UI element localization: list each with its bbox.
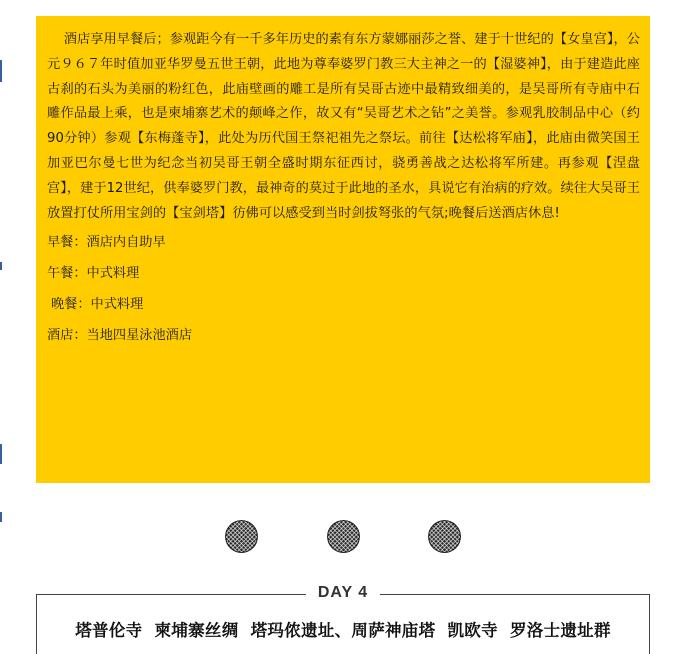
patterned-dot-icon <box>327 520 360 553</box>
day-header <box>36 582 650 606</box>
lunch-line: 午餐：中式料理 <box>47 266 140 282</box>
day-sites-title: 塔普伦寺 柬埔寨丝绸 塔玛侬遗址、周萨神庙塔 凯欧寺 罗洛士遗址群 <box>75 621 611 640</box>
itinerary-panel <box>36 16 650 483</box>
patterned-dot-icon <box>225 520 258 553</box>
breakfast-line: 早餐：酒店内自助早 <box>47 235 166 251</box>
dinner-line: 晚餐：中式料理 <box>51 297 144 313</box>
patterned-dot-icon <box>428 520 461 553</box>
divider-dots <box>0 520 684 554</box>
itinerary-description: 酒店享用早餐后；参观距今有一千多年历史的素有东方蒙娜丽莎之誉、建于十世纪的【女皇宫】，公元９６７年时值加亚华罗曼五世王朝，此地为尊奉婆罗门教三大主神之一的【湿婆神】，由于建造此座古刹的石头为美丽的粉红色，此庙壁画的雕工是所有吴哥古迹中最精致细美的，是吴哥所有寺庙中石雕作品最上乘，也是柬埔寨艺术的颠峰之作，故又有“吴哥艺术之钻”之美誉。参观乳胶制品中心（约90分钟）参观【东梅蓬寺】，此处为历代国王祭祀祖先之祭坛。前往【达松将军庙】，此庙由微笑国王加亚巴尔曼七世为纪念当初吴哥王朝全盛时期东征西讨，骁勇善战之达松将军所建。再参观【涅盘宫】，建于12世纪，供奉婆罗门教，最神奇的莫过于此地的圣水，具说它有治病的疗效。续往大吴哥王放置打仗所用宝剑的【宝剑塔】彷佛可以感受到当时剑拔弩张的气氛;晚餐后送酒店休息! <box>47 32 640 221</box>
hotel-line: 酒店：当地四星泳池酒店 <box>47 328 193 344</box>
day-label: DAY 4 <box>317 584 369 601</box>
